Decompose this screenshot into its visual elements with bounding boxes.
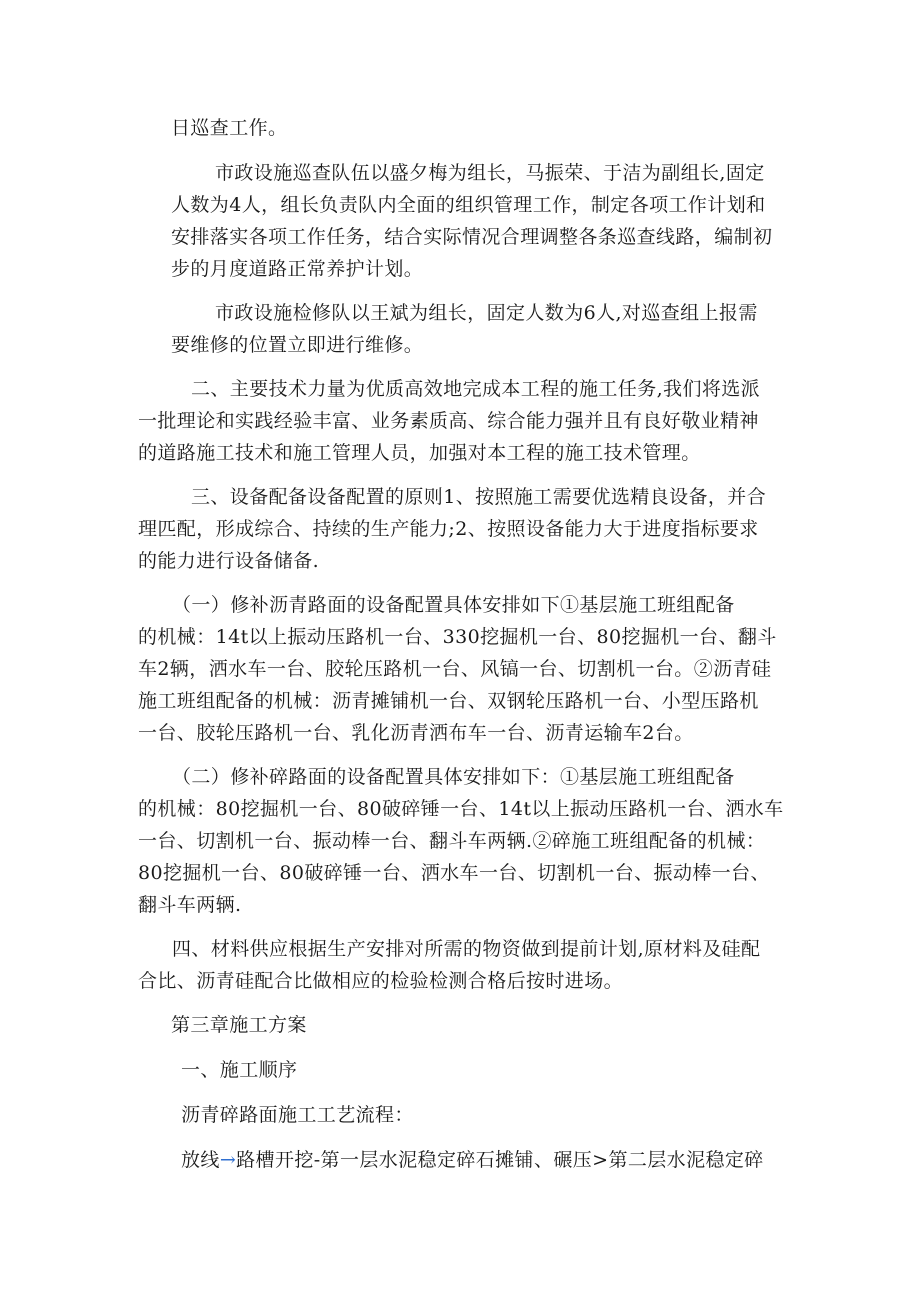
- text-line: 翻斗车两辆.: [138, 894, 242, 916]
- section-title: 一、施工顺序: [181, 1059, 298, 1081]
- text-line: 四、材料供应根据生产安排对所需的物资做到提前计划,原材料及硅配: [172, 938, 761, 960]
- chapter-title: 第三章施工方案: [171, 1014, 307, 1036]
- text-line: 要维修的位置立即进行维修。: [171, 334, 424, 356]
- text-line: 一批理论和实践经验丰富、业务素质高、综合能力强并且有良好敬业精神: [138, 410, 759, 432]
- flow-rest: 路槽开挖-第一层水泥稳定碎石摊铺、碾压>第二层水泥稳定碎: [236, 1149, 764, 1171]
- text-line: 80挖掘机一台、80破碎锤一台、洒水车一台、切割机一台、振动棒一台、: [138, 862, 770, 884]
- text-line: 施工班组配备的机械：沥青摊铺机一台、双钢轮压路机一台、小型压路机: [138, 690, 759, 712]
- text-line: 安排落实各项工作任务，结合实际情况合理调整各条巡查线路，编制初: [171, 226, 773, 248]
- text-line: 三、设备配备设备配置的原则1、按照施工需要优选精良设备，并合: [191, 486, 767, 508]
- text-line: 合比、沥青硅配合比做相应的检验检测合格后按时进场。: [138, 970, 624, 992]
- text-line: 日巡查工作。: [171, 117, 288, 139]
- text-line: （一）修补沥青路面的设备配置具体安排如下①基层施工班组配备: [172, 594, 735, 616]
- flow-start: 放线: [181, 1149, 220, 1171]
- text-line: 的能力进行设备储备.: [138, 550, 320, 572]
- text-line: 人数为4人，组长负责队内全面的组织管理工作，制定各项工作计划和: [171, 194, 766, 216]
- text-line: 的道路施工技术和施工管理人员，加强对本工程的施工技术管理。: [138, 442, 701, 464]
- text-line: 二、主要技术力量为优质高效地完成本工程的施工任务,我们将选派: [191, 378, 761, 400]
- text-line: 的机械：14t以上振动压路机一台、330挖掘机一台、80挖掘机一台、翻斗: [138, 626, 777, 648]
- arrow-icon: →: [219, 1149, 237, 1171]
- text-line: 步的月度道路正常养护计划。: [171, 258, 424, 280]
- flow-line: [181, 1148, 764, 1172]
- text-line: 一台、切割机一台、振动棒一台、翻斗车两辆.②碎施工班组配备的机械：: [138, 830, 766, 852]
- text-line: 市政设施巡查队伍以盛夕梅为组长，马振荣、于洁为副组长,固定: [215, 162, 765, 184]
- flow-title: 沥青碎路面施工工艺流程：: [181, 1104, 414, 1126]
- text-line: 车2辆，洒水车一台、胶轮压路机一台、风镐一台、切割机一台。②沥青硅: [138, 658, 772, 680]
- text-line: 的机械：80挖掘机一台、80破碎锤一台、14t以上振动压路机一台、洒水车: [138, 798, 784, 820]
- text-line: （二）修补碎路面的设备配置具体安排如下：①基层施工班组配备: [172, 766, 735, 788]
- text-line: 理匹配，形成综合、持续的生产能力;2、按照设备能力大于进度指标要求: [138, 518, 759, 540]
- text-line: 市政设施检修队以王斌为组长，固定人数为6人,对巡查组上报需: [215, 302, 758, 324]
- text-line: 一台、胶轮压路机一台、乳化沥青洒布车一台、沥青运输车2台。: [138, 722, 694, 744]
